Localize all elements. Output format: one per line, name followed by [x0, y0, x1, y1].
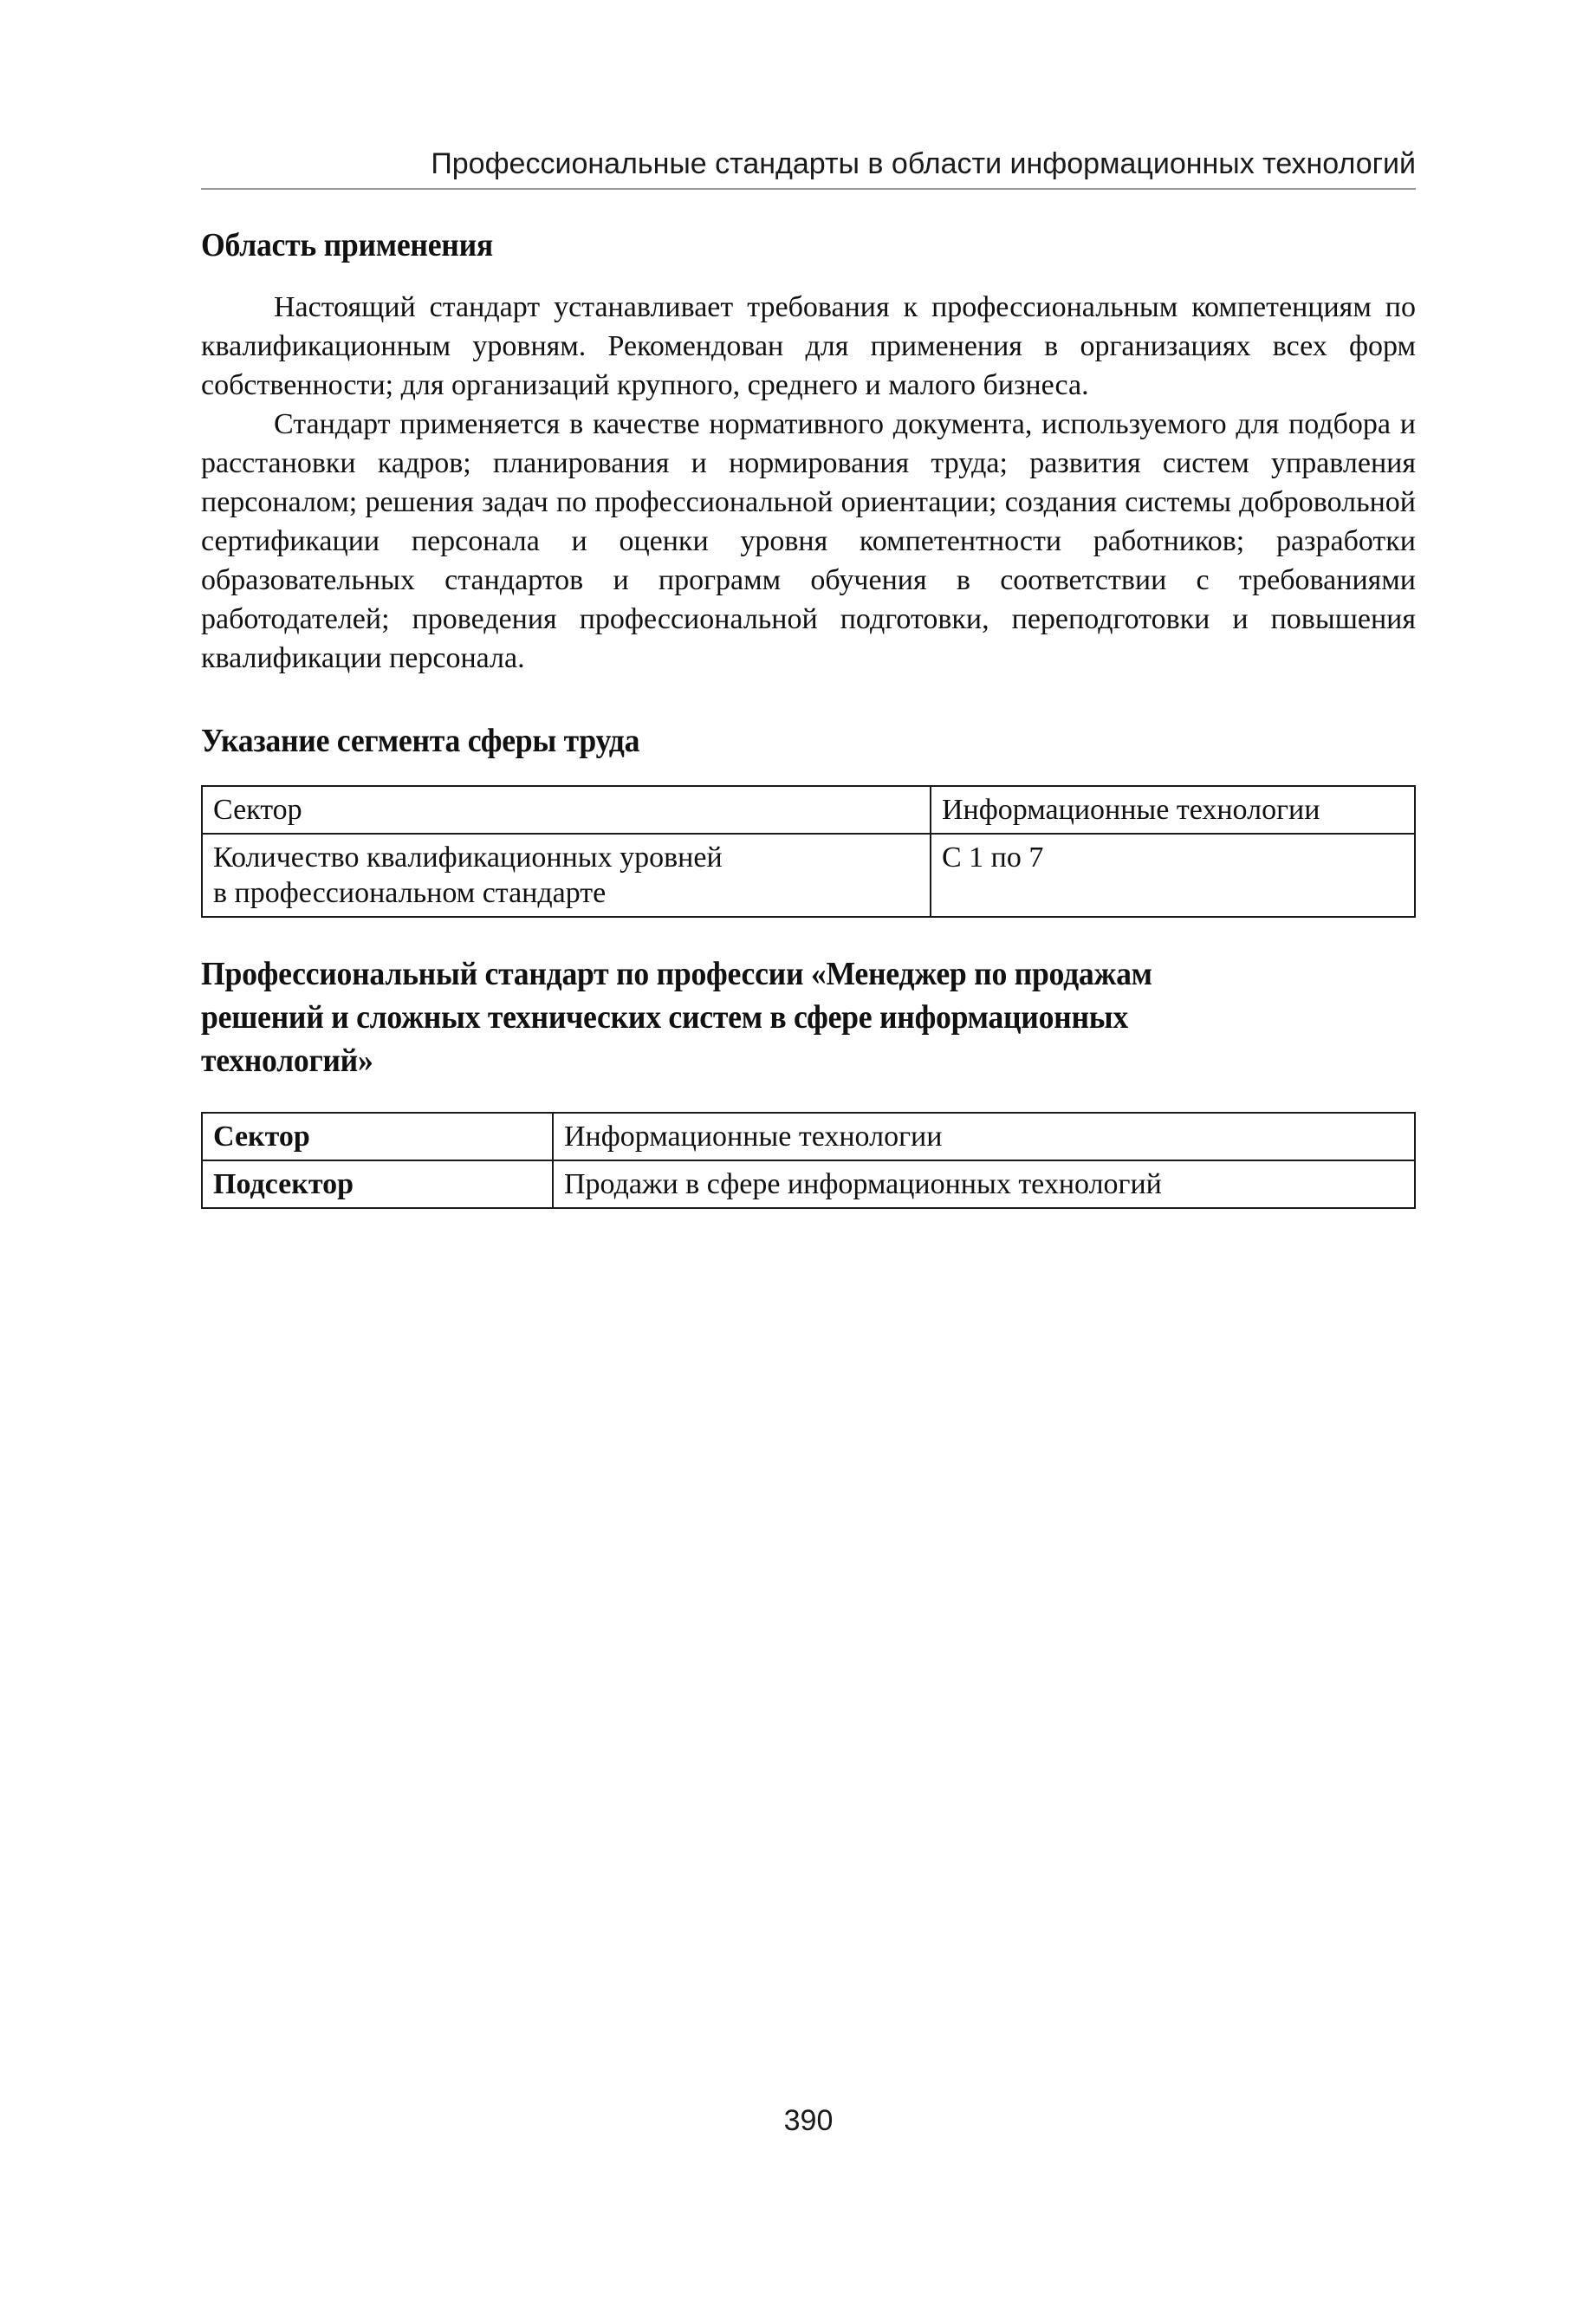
table-row — [202, 1160, 1415, 1208]
scope-heading: Область применения — [201, 227, 493, 263]
segment-levels-label-line1: Количество квалификационных уровней — [213, 841, 723, 874]
segment-table — [201, 785, 1416, 918]
standard-heading-line2: решений и сложных технических систем в сфере информационных — [201, 999, 1128, 1036]
document-page — [201, 0, 1416, 2300]
table-row — [202, 786, 1415, 834]
table-row — [202, 834, 1415, 917]
header-rule — [201, 188, 1416, 190]
standard-subsector-value: Продажи в сфере информационных технологий — [553, 1160, 1415, 1208]
page-content — [201, 224, 1416, 1209]
scope-paragraph-2: Стандарт применяется в качестве нормативного документа, используемого для подбора и расстановки кадров; планирования и нормирования труда; развития систем управления персоналом; решения задач по профессиональной ориентации; создания системы добровольной сертификации персонала и оценки уровня компетентности работников; разработки образовательных стандартов и программ обучения в соответствии с требованиями работодателей; проведения профессиональной подготовки, переподготовки и повышения квалификации персонала. — [201, 408, 1416, 674]
standard-subsector-label: Подсектор — [202, 1160, 553, 1208]
page-number: 390 — [783, 2104, 834, 2137]
segment-levels-label — [202, 834, 931, 917]
standard-heading — [201, 952, 1406, 1082]
standard-sector-value: Информационные технологии — [553, 1113, 1415, 1160]
standard-heading-line3: технологий» — [201, 1043, 373, 1079]
segment-heading: Указание сегмента сферы труда — [201, 723, 640, 759]
scope-paragraph-1: Настоящий стандарт устанавливает требования к профессиональным компетенциям по квалификационным уровням. Рекомендован для применения в организациях всех форм собственности; для организаций крупного, среднего и малого бизнеса. — [201, 291, 1416, 401]
segment-sector-value: Информационные технологии — [931, 786, 1415, 834]
scope-section — [201, 224, 1416, 678]
standard-table — [201, 1112, 1416, 1209]
segment-levels-label-line2: в профессиональном стандарте — [213, 877, 607, 909]
standard-section — [201, 952, 1416, 1209]
table-row — [202, 1113, 1415, 1160]
standard-sector-label: Сектор — [202, 1113, 553, 1160]
standard-heading-line1: Профессиональный стандарт по профессии «Менеджер по продажам — [201, 956, 1152, 992]
segment-sector-label: Сектор — [202, 786, 931, 834]
segment-section — [201, 719, 1416, 918]
running-header: Профессиональные стандарты в области информационных технологий — [431, 147, 1416, 180]
segment-levels-value: С 1 по 7 — [931, 834, 1415, 917]
